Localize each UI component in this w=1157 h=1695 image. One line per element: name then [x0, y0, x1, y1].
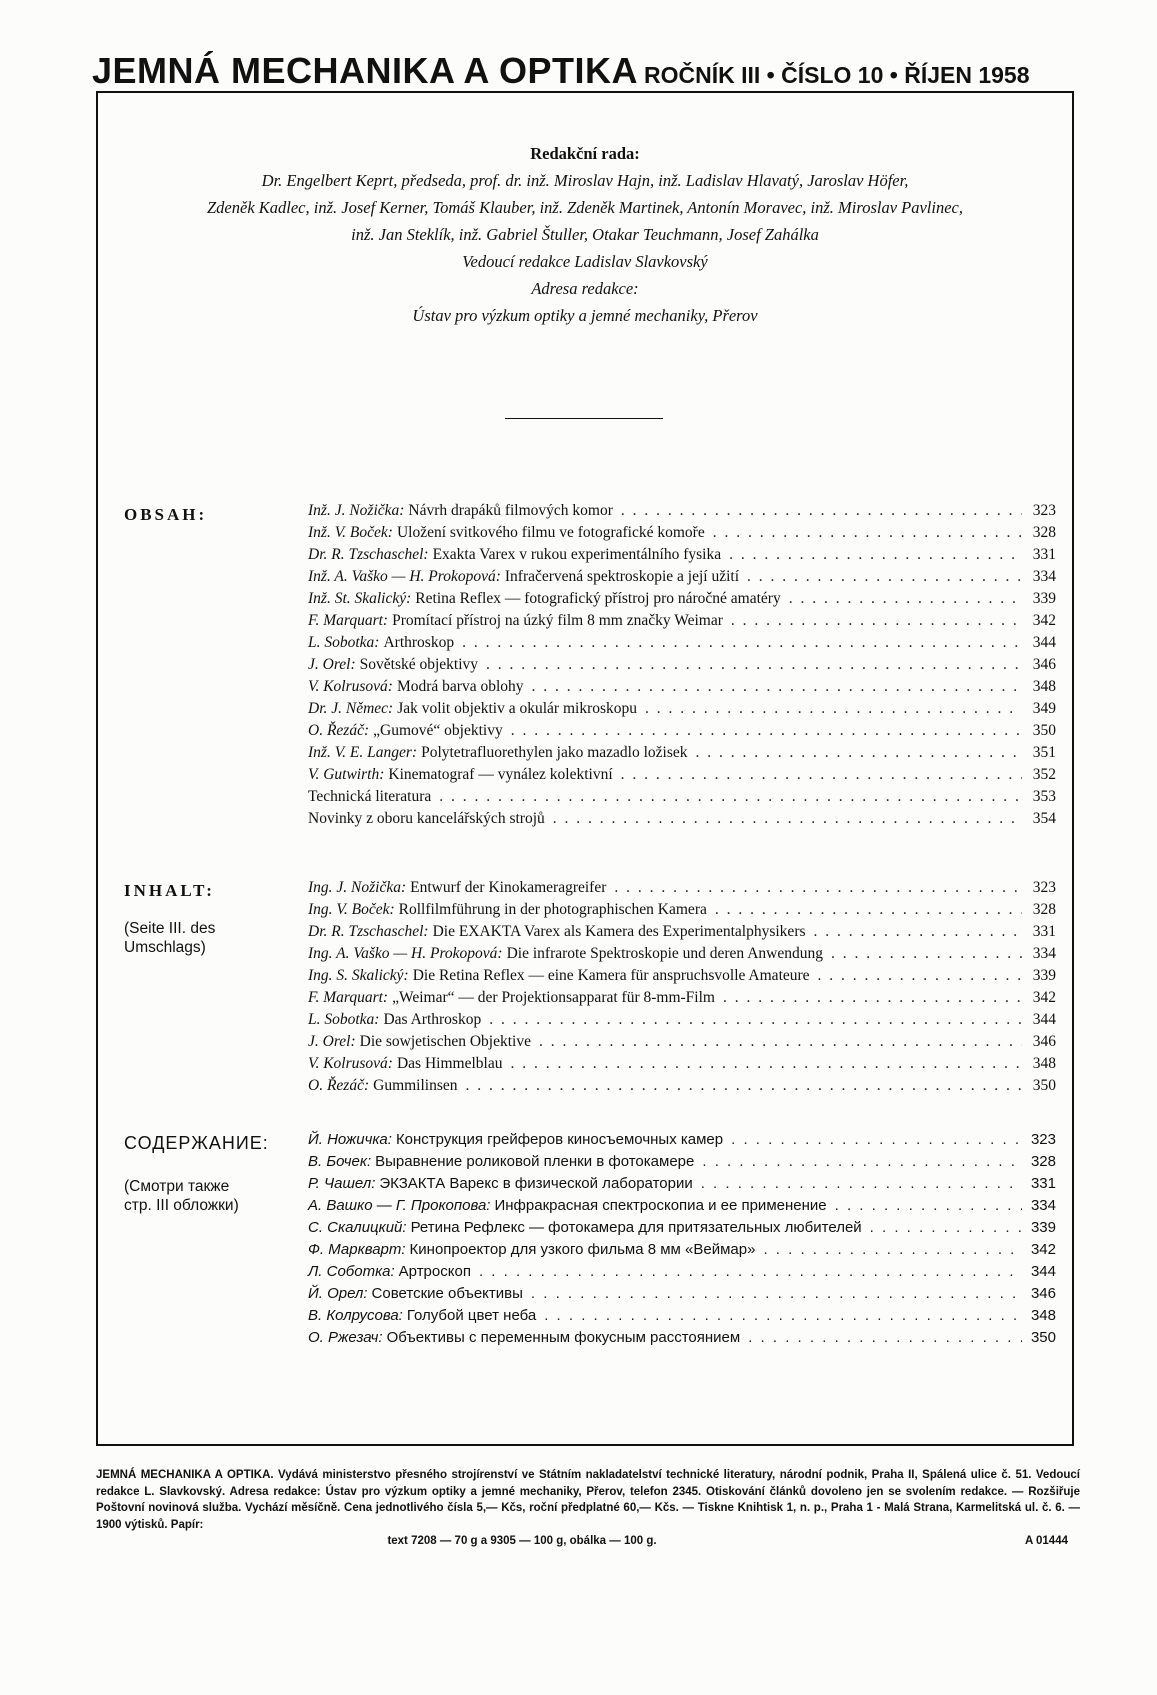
toc-leader-dots [435, 788, 1022, 806]
toc-title: Инфракрасная спектроскопиа и ее применение [494, 1197, 827, 1214]
toc-entry [308, 967, 1056, 989]
issue-info: ROČNÍK III • ČÍSLO 10 • ŘÍJEN 1958 [644, 62, 1030, 88]
toc-page-number: 344 [1032, 634, 1056, 651]
section-label-ru: СОДЕРЖАНИЕ: [124, 1133, 269, 1153]
toc-leader-dots [725, 546, 1022, 564]
toc-leader-dots [482, 656, 1022, 674]
board-members-line: Zdeněk Kadlec, inž. Josef Kerner, Tomáš Klauber, inž. Zdeněk Martinek, Antonín Moravec, inž. Miroslav Pavlinec, [207, 198, 963, 217]
toc-title: Das Himmelblau [396, 1055, 503, 1072]
section-note-de [124, 919, 215, 957]
toc-entry [308, 546, 1056, 568]
toc-author: В. Бочек: [308, 1153, 372, 1170]
toc-page-number: 328 [1032, 524, 1056, 541]
toc-page-number: 339 [1032, 590, 1056, 607]
toc-leader-dots [711, 901, 1022, 919]
toc-entry [308, 1175, 1056, 1197]
toc-page-number: 339 [1030, 1219, 1056, 1236]
toc-entry [308, 612, 1056, 634]
toc-title: Promítací přístroj na úzký film 8 mm značky Weimar [392, 612, 723, 629]
toc-leader-dots [617, 502, 1022, 520]
toc-page-number: 350 [1032, 1077, 1056, 1094]
toc-list-ru [308, 1131, 1056, 1351]
board-members-line: Dr. Engelbert Keprt, předseda, prof. dr. inž. Miroslav Hajn, inž. Ladislav Hlavatý, Jaroslav Höfer, [261, 171, 909, 190]
toc-leader-dots [641, 700, 1022, 718]
toc-author: Inž. A. Vaško — H. Prokopová: [308, 568, 501, 585]
toc-entry [308, 722, 1056, 744]
toc-page-number: 334 [1030, 1197, 1056, 1214]
section-label-de: INHALT: [124, 881, 215, 900]
toc-author: Dr. R. Tzschaschel: [308, 923, 429, 940]
editorial-board [96, 140, 1074, 329]
toc-leader-dots [719, 989, 1022, 1007]
toc-page-number: 328 [1032, 901, 1056, 918]
toc-entry [308, 678, 1056, 700]
toc-page-number: 323 [1032, 879, 1056, 896]
toc-leader-dots [814, 967, 1022, 985]
toc-author: Ф. Маркварт: [308, 1241, 406, 1258]
toc-title: Návrh drapáků filmových komor [408, 502, 613, 519]
board-members-line: inž. Jan Steklík, inž. Gabriel Štuller, Otakar Teuchmann, Josef Zahálka [351, 225, 819, 244]
toc-entry [308, 1077, 1056, 1099]
toc-leader-dots [727, 612, 1022, 630]
toc-title: Novinky z oboru kancelářských strojů [308, 810, 545, 827]
toc-leader-dots [617, 766, 1022, 784]
toc-author: Inž. V. Boček: [308, 524, 393, 541]
toc-entry [308, 1241, 1056, 1263]
toc-entry [308, 923, 1056, 945]
toc-page-number: 342 [1032, 612, 1056, 629]
toc-author: Dr. J. Němec: [308, 700, 394, 717]
toc-leader-dots [462, 1077, 1022, 1095]
toc-page-number: 346 [1032, 1033, 1056, 1050]
toc-author: Й. Орел: [308, 1285, 368, 1302]
toc-page-number: 339 [1032, 967, 1056, 984]
toc-title: Gummilinsen [373, 1077, 458, 1094]
toc-title: Голубой цвет неба [406, 1307, 537, 1324]
toc-leader-dots [458, 634, 1022, 652]
toc-page-number: 334 [1032, 945, 1056, 962]
toc-author: J. Orel: [308, 1033, 356, 1050]
toc-entry [308, 634, 1056, 656]
toc-entry [308, 700, 1056, 722]
colophon-text: JEMNÁ MECHANIKA A OPTIKA. Vydává ministerstvo přesného strojírenství ve Státním nakladatelství technické literatury, národní podnik, Praha II, Spálená ulice č. 51. Vedoucí redakce L. Slavkovský. Adresa redakce: Ústav pro výzkum optiky a jemné mechaniky, Přerov, telefon 2345. Otiskování článků dovoleno jen se svolením redakce. — Rozšiřuje Poštovní novinová služba. Vychází měsíčně. Cena jednotlivého čísla 5,— Kčs, roční předplatné 60,— Kčs. — Tiskne Knihtisk 1, n. p., Praha 1 - Malá Strana, Karmelitská ul. č. 6. — 1900 výtisků. Papír: [96, 1469, 1080, 1531]
toc-leader-dots [697, 1175, 1022, 1192]
toc-leader-dots [485, 1011, 1022, 1029]
toc-leader-dots [727, 1131, 1022, 1148]
toc-title: Объективы с переменным фокусным расстоянием [386, 1329, 741, 1346]
toc-leader-dots [831, 1197, 1022, 1214]
journal-title: JEMNÁ MECHANIKA A OPTIKA [92, 50, 639, 91]
toc-list-de [308, 879, 1056, 1099]
toc-leader-dots [698, 1153, 1022, 1170]
toc-author: Inž. St. Skalický: [308, 590, 412, 607]
toc-entry [308, 1285, 1056, 1307]
toc-title: Uložení svitkového filmu ve fotografické komoře [396, 524, 705, 541]
toc-page-number: 350 [1032, 722, 1056, 739]
toc-entry [308, 810, 1056, 832]
toc-author: Ing. J. Nožička: [308, 879, 407, 896]
toc-title: Retina Reflex — fotografický přístroj pro náročné amatéry [415, 590, 781, 607]
toc-title: Die EXAKTA Varex als Kamera des Experimentalphysikers [432, 923, 806, 940]
divider-rule [505, 418, 663, 419]
toc-author: Inž. V. E. Langer: [308, 744, 418, 761]
toc-page-number: 348 [1032, 1055, 1056, 1072]
toc-title: Кинопроектор для узкого фильма 8 мм «Веймар» [409, 1241, 756, 1258]
toc-leader-dots [506, 1055, 1022, 1073]
toc-title: Das Arthroskop [383, 1011, 482, 1028]
board-editor: Vedoucí redakce Ladislav Slavkovský [462, 252, 708, 271]
toc-author: O. Řezáč: [308, 722, 370, 739]
toc-author: V. Kolrusová: [308, 678, 393, 695]
toc-leader-dots [527, 1285, 1022, 1302]
toc-leader-dots [528, 678, 1022, 696]
toc-author: О. Ржезач: [308, 1329, 383, 1346]
toc-page-number: 348 [1032, 678, 1056, 695]
toc-title: Советские объективы [371, 1285, 523, 1302]
toc-author: С. Скалицкий: [308, 1219, 407, 1236]
toc-author: L. Sobotka: [308, 634, 380, 651]
toc-entry [308, 1131, 1056, 1153]
board-address: Ústav pro výzkum optiky a jemné mechaniky, Přerov [412, 306, 758, 325]
toc-entry [308, 1033, 1056, 1055]
toc-entry [308, 1219, 1056, 1241]
toc-leader-dots [785, 590, 1022, 608]
toc-page-number: 331 [1032, 546, 1056, 563]
toc-title: Конструкция грейферов киносъемочных камер [395, 1131, 724, 1148]
toc-author: O. Řezáč: [308, 1077, 370, 1094]
section-note-line: (Смотри также [124, 1178, 230, 1195]
toc-author: А. Вашко — Г. Прокопова: [308, 1197, 491, 1214]
section-label-cz: OBSAH: [124, 505, 208, 524]
toc-entry [308, 568, 1056, 590]
toc-leader-dots [549, 810, 1022, 828]
toc-leader-dots [743, 568, 1022, 586]
toc-page-number: 349 [1032, 700, 1056, 717]
toc-entry [308, 1055, 1056, 1077]
toc-author: F. Marquart: [308, 612, 389, 629]
board-heading: Redakční rada: [530, 144, 640, 163]
toc-author: В. Колрусова: [308, 1307, 403, 1324]
toc-author: V. Kolrusová: [308, 1055, 393, 1072]
toc-title: ЭКЗАКТА Варекс в физической лаборатории [379, 1175, 693, 1192]
toc-page-number: 323 [1030, 1131, 1056, 1148]
toc-entry [308, 1011, 1056, 1033]
toc-title: „Weimar“ — der Projektionsapparat für 8-mm-Film [392, 989, 715, 1006]
toc-page-number: 344 [1032, 1011, 1056, 1028]
toc-page-number: 353 [1032, 788, 1056, 805]
toc-author: F. Marquart: [308, 989, 389, 1006]
toc-title: Jak volit objektiv a okulár mikroskopu [397, 700, 638, 717]
toc-page-number: 350 [1030, 1329, 1056, 1346]
toc-entry [308, 945, 1056, 967]
toc-leader-dots [759, 1241, 1022, 1258]
toc-page-number: 348 [1030, 1307, 1056, 1324]
toc-title: „Gumové“ objektivy [373, 722, 503, 739]
toc-title: Infračervená spektroskopie a její užití [504, 568, 739, 585]
toc-title: Arthroskop [383, 634, 455, 651]
toc-title: Die sowjetischen Objektive [359, 1033, 531, 1050]
toc-author: Dr. R. Tzschaschel: [308, 546, 429, 563]
toc-page-number: 328 [1030, 1153, 1056, 1170]
toc-page-number: 352 [1032, 766, 1056, 783]
toc-title: Выравнение роликовой пленки в фотокамере [375, 1153, 695, 1170]
toc-title: Polytetrafluorethylen jako mazadlo ložisek [421, 744, 688, 761]
colophon [96, 1467, 1080, 1550]
toc-entry [308, 590, 1056, 612]
toc-title: Kinematograf — vynález kolektivní [388, 766, 613, 783]
toc-leader-dots [866, 1219, 1022, 1236]
toc-leader-dots [535, 1033, 1022, 1051]
toc-leader-dots [540, 1307, 1022, 1324]
toc-leader-dots [744, 1329, 1022, 1346]
toc-entry [308, 744, 1056, 766]
toc-page-number: 346 [1032, 656, 1056, 673]
toc-entry [308, 502, 1056, 524]
toc-page-number: 344 [1030, 1263, 1056, 1280]
toc-title: Die infrarote Spektroskopie und deren Anwendung [506, 945, 823, 962]
toc-author: Ing. V. Boček: [308, 901, 395, 918]
toc-title: Entwurf der Kinokameragreifer [410, 879, 607, 896]
masthead [92, 50, 1082, 92]
section-note-ru [124, 1177, 239, 1215]
toc-page-number: 331 [1032, 923, 1056, 940]
toc-entry [308, 766, 1056, 788]
toc-page-number: 354 [1032, 810, 1056, 827]
toc-author: J. Orel: [308, 656, 356, 673]
section-note-line: стр. III обложки) [124, 1197, 239, 1214]
toc-list-cz [308, 502, 1056, 832]
toc-page-number: 342 [1032, 989, 1056, 1006]
toc-author: Р. Чашел: [308, 1175, 376, 1192]
toc-author: L. Sobotka: [308, 1011, 380, 1028]
toc-author: V. Gutwirth: [308, 766, 385, 783]
toc-title: Die Retina Reflex — eine Kamera für anspruchsvolle Amateure [412, 967, 810, 984]
toc-entry [308, 1197, 1056, 1219]
toc-title: Rollfilmführung in der photographischen Kamera [398, 901, 707, 918]
section-note-line: Umschlags) [124, 939, 206, 956]
toc-author: Inž. J. Nožička: [308, 502, 405, 519]
toc-author: Ing. A. Vaško — H. Prokopová: [308, 945, 503, 962]
toc-title: Modrá barva oblohy [396, 678, 524, 695]
toc-leader-dots [709, 524, 1022, 542]
toc-title: Ретина Рефлекс — фотокамера для притязательных любителей [410, 1219, 862, 1236]
toc-page-number: 323 [1032, 502, 1056, 519]
toc-leader-dots [610, 879, 1022, 897]
toc-title: Exakta Varex v rukou experimentálního fysika [432, 546, 722, 563]
toc-page-number: 331 [1030, 1175, 1056, 1192]
toc-page-number: 334 [1032, 568, 1056, 585]
toc-leader-dots [810, 923, 1022, 941]
print-code: A 01444 [1024, 1535, 1068, 1547]
toc-leader-dots [692, 744, 1022, 762]
toc-entry [308, 879, 1056, 901]
toc-entry [308, 989, 1056, 1011]
toc-entry [308, 1153, 1056, 1175]
toc-entry [308, 656, 1056, 678]
section-note-line: (Seite III. des [124, 920, 216, 937]
board-address-label: Adresa redakce: [531, 279, 639, 298]
toc-author: Й. Ножичка: [308, 1131, 392, 1148]
toc-entry [308, 788, 1056, 810]
toc-entry [308, 1263, 1056, 1285]
toc-page-number: 342 [1030, 1241, 1056, 1258]
toc-author: Ing. S. Skalický: [308, 967, 409, 984]
toc-entry [308, 1307, 1056, 1329]
toc-leader-dots [475, 1263, 1022, 1280]
toc-leader-dots [827, 945, 1022, 963]
toc-title: Артроскоп [398, 1263, 471, 1280]
toc-title: Sovětské objektivy [359, 656, 479, 673]
paper-spec: text 7208 — 70 g a 9305 — 100 g, obálka — 100 g. [387, 1535, 657, 1547]
toc-entry [308, 1329, 1056, 1351]
toc-title: Technická literatura [308, 788, 432, 805]
toc-page-number: 351 [1032, 744, 1056, 761]
toc-entry [308, 901, 1056, 923]
toc-page-number: 346 [1030, 1285, 1056, 1302]
toc-leader-dots [507, 722, 1022, 740]
toc-author: Л. Соботка: [308, 1263, 395, 1280]
toc-entry [308, 524, 1056, 546]
